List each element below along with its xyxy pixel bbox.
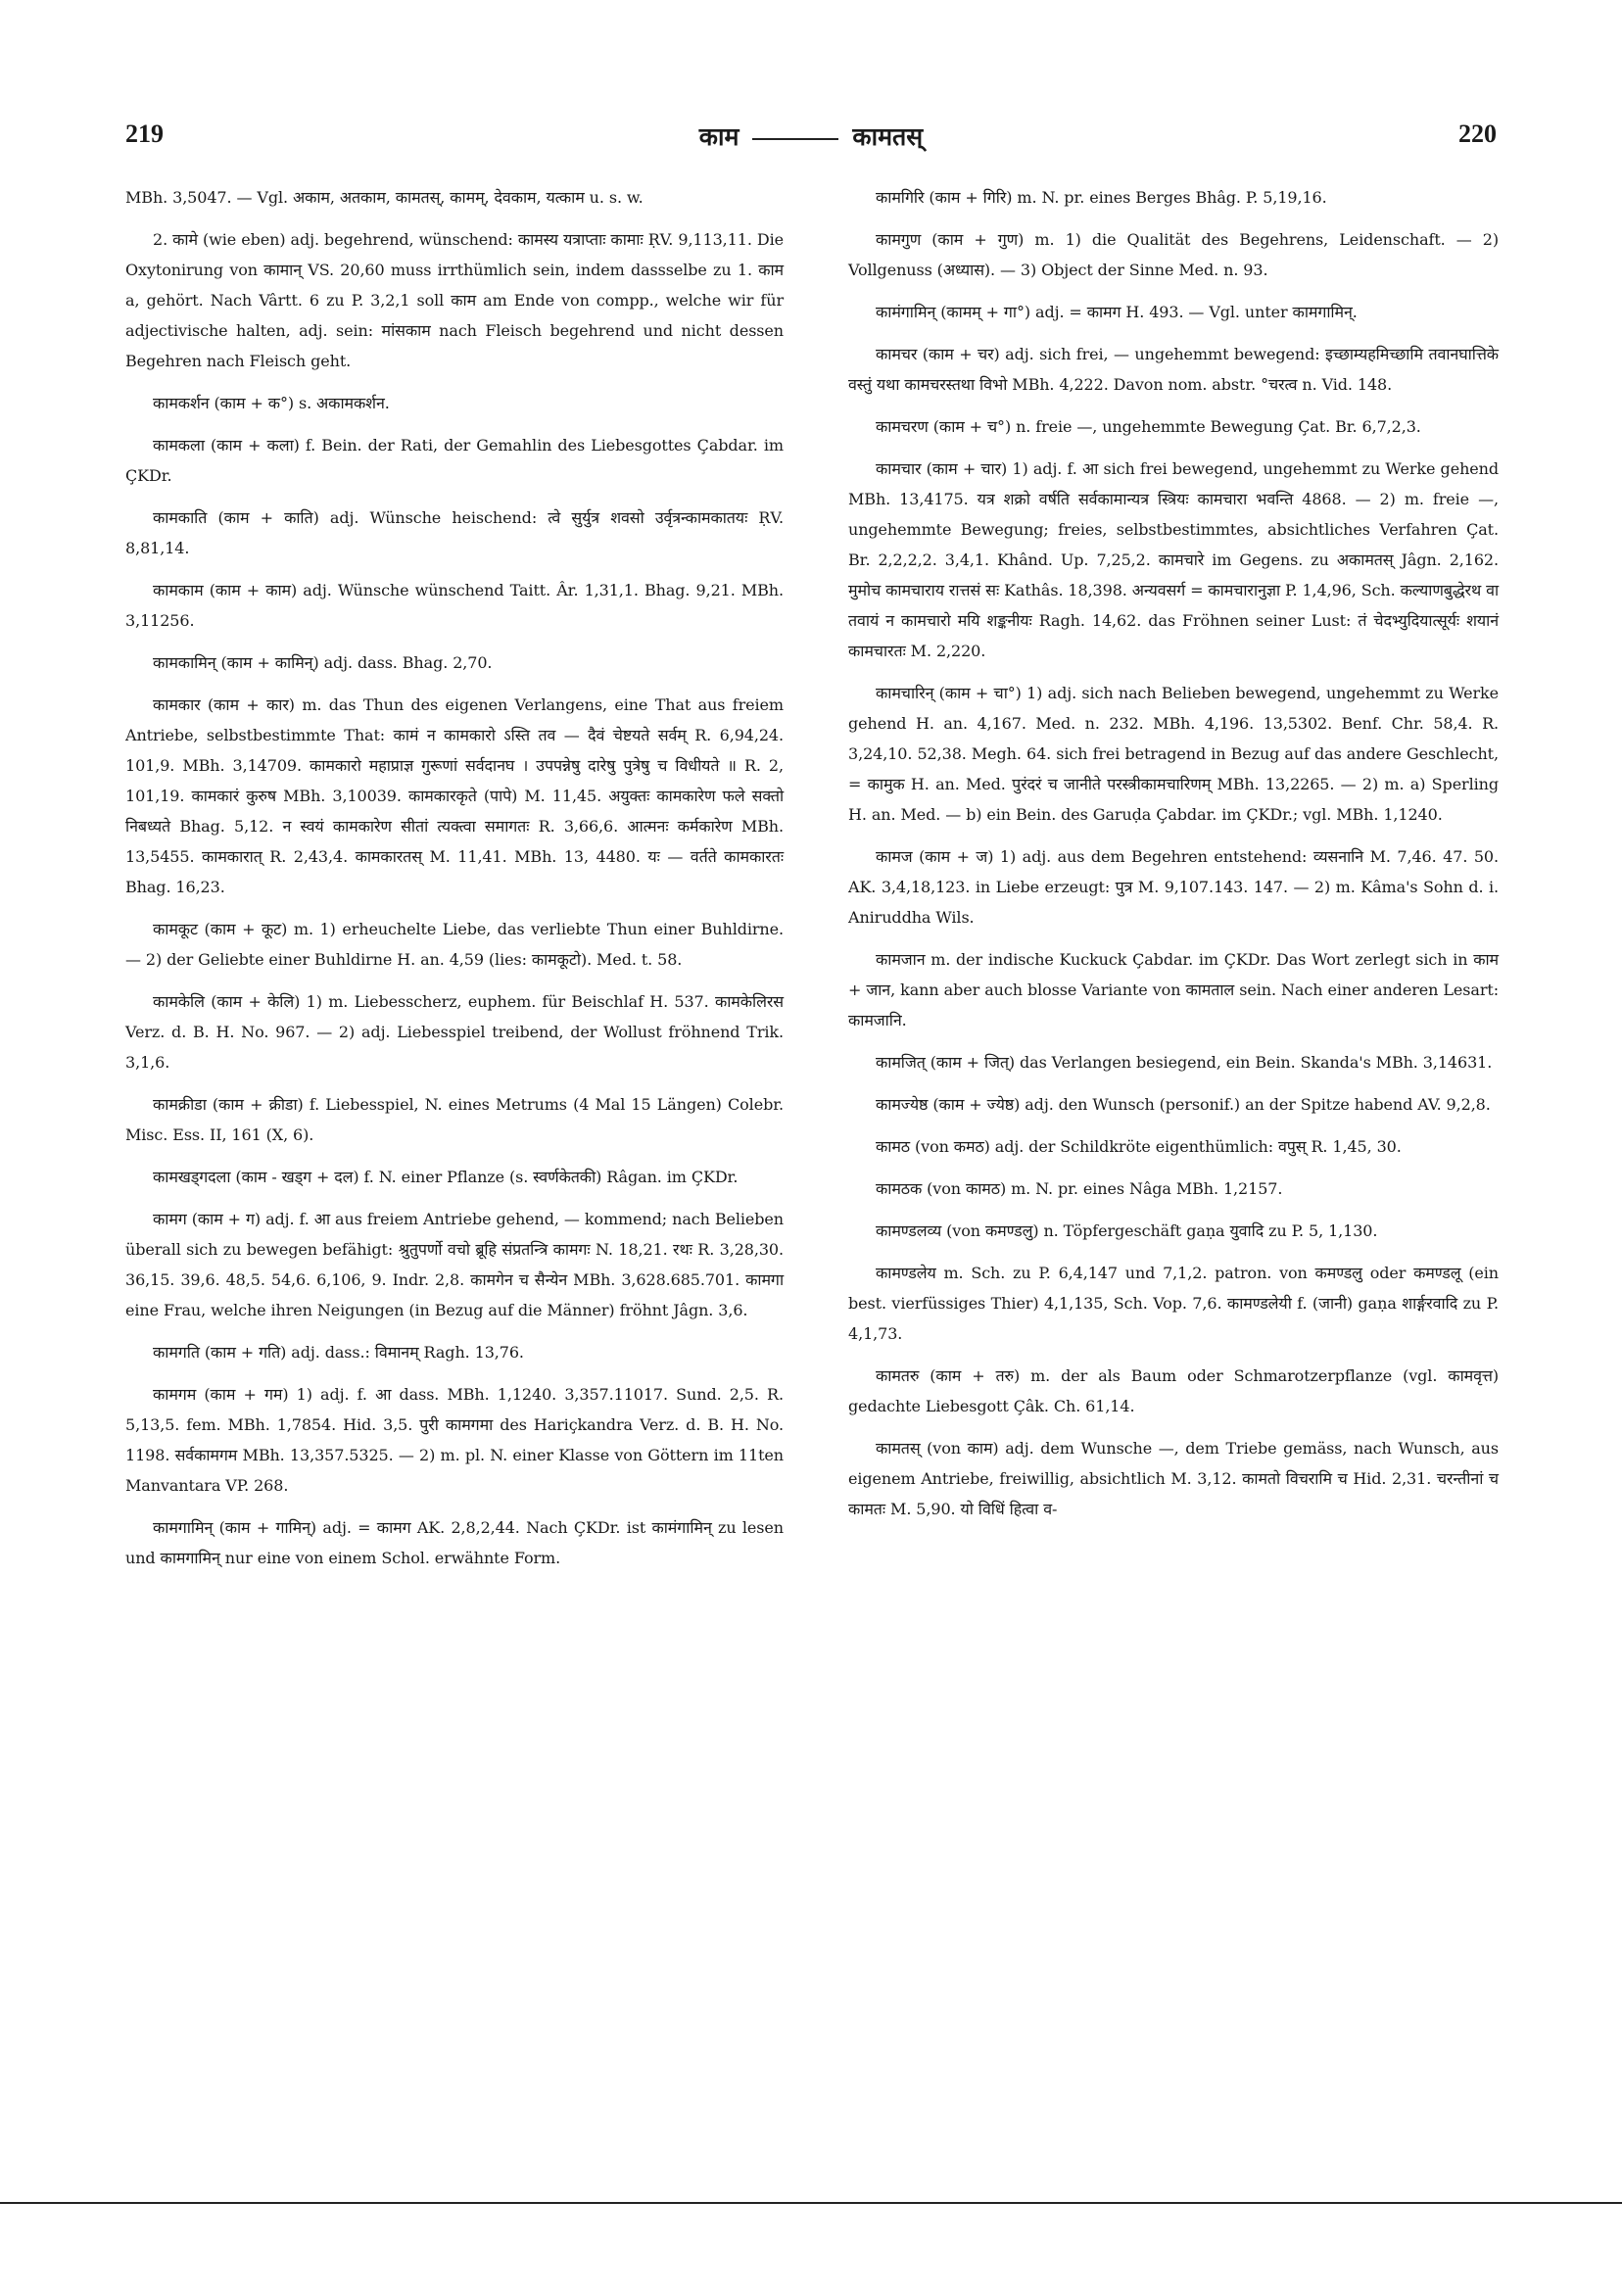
left-entry: कामकला (काम + कला) f. Bein. der Rati, der Gemahlin des Liebesgottes Çabdar. im ÇKDr. [125,436,784,485]
right-column [848,182,1499,1536]
left-entry: कामकार (काम + कार) m. das Thun des eigenen Verlangens, eine That aus freiem Antriebe, selbstbestimmte That: कामं न कामकारो ऽस्ति तव — दैवं चेष्टयते सर्वम् R. 6,94,24. 101,9. MBh. 3,14709. कामकारो महाप्राज्ञ गुरूणां सर्वदानघ । उपपन्नेषु दारेषु पुत्रेषु च विधीयते ॥ R. 2, 101,19. कामकारं कुरुष MBh. 3,10039. कामकारकृते (पापे) M. 11,45. अयुक्तः कामकारेण फले सक्तो निबध्यते Bhag. 5,12. न स्वयं कामकारेण सीतां त्यक्त्वा समागतः R. 3,66,6. आत्मनः कर्मकारेण MBh. 13,5455. कामकारात् R. 2,43,4. कामकारतस् M. 11,41. MBh. 13, 4480. यः — वर्तते कामकारतः Bhag. 16,23. [125,695,784,896]
running-head-start: काम [698,122,739,151]
left-entry: कामकाम (काम + काम) adj. Wünsche wünschend Taitt. Âr. 1,31,1. Bhag. 9,21. MBh. 3,11256. [125,581,784,630]
right-entry: कामगुण (काम + गुण) m. 1) die Qualität des Begehrens, Leidenschaft. — 2) Vollgenuss (अध्यास). — 3) Object der Sinne Med. n. 93. [848,230,1499,279]
page-header [0,120,1622,168]
right-entry: कामतरु (काम + तरु) m. der als Baum oder Schmarotzerpflanze (vgl. कामवृत्त) gedachte Liebesgott Çâk. Ch. 61,14. [848,1366,1499,1415]
left-entry: कामकामिन् (काम + कामिन्) adj. dass. Bhag. 2,70. [153,653,493,672]
left-entry: 2. कामे (wie eben) adj. begehrend, wünschend: कामस्य यत्राप्ताः कामाः ṚV. 9,113,11. Die Oxytonirung von कामान् VS. 20,60 muss irrthümlich sein, indem dassselbe zu 1. काम a, gehört. Nach Vârtt. 6 zu P. 3,2,1 soll काम am Ende von compp., welche wir für adjectivische halten, adj. sein: मांसकाम nach Fleisch begehrend und nicht dessen Begehren nach Fleisch geht. [125,230,784,370]
bottom-rule [0,2202,1622,2204]
right-entry: कामचर (काम + चर) adj. sich frei, — ungehemmt bewegend: इच्छाम्यहमिच्छामि तवानघात्तिके वस्तुं यथा कामचरस्तथा विभो MBh. 4,222. Davon nom. abstr. °चरत्व n. Vid. 148. [848,345,1499,394]
running-head-dash [752,138,838,140]
right-entry: कामज्येष्ठ (काम + ज्येष्ठ) adj. den Wunsch (personif.) an der Spitze habend AV. 9,2,8. [876,1095,1491,1114]
right-entry: कामचरण (काम + च°) n. freie —, ungehemmte Bewegung Çat. Br. 6,7,2,3. [876,417,1421,436]
right-entry: कामण्डलेय m. Sch. zu P. 6,4,147 und 7,1,2. patron. von कमण्डलु oder कमण्डलू (ein best. vierfüssiges Thier) 4,1,135, Sch. Vop. 7,6. कामण्डलेयी f. (जानी) gaṇa शार्ङ्गरवादि zu P. 4,1,73. [848,1264,1499,1343]
right-entry: कामचार (काम + चार) 1) adj. f. आ sich frei bewegend, ungehemmt zu Werke gehend MBh. 13,4175. यत्र शक्रो वर्षति सर्वकामान्यत्र स्त्रियः कामचारा भवन्ति 4868. — 2) m. freie —, ungehemmte Bewegung; freies, selbstbestimmtes, absichtliches Verfahren Çat. Br. 2,2,2,2. 3,4,1. Khând. Up. 7,25,2. कामचारे im Gegens. zu अकामतस् Jâgn. 2,162. मुमोच कामचाराय रात्तसं सः Kathâs. 18,398. अन्यवसर्ग = कामचारानुज्ञा P. 1,4,96, Sch. कल्याणबुद्धेरथ वा तवायं न कामचारो मयि शङ्कनीयः Ragh. 14,62. das Fröhnen seiner Lust: तं चेदभ्युदियात्सूर्यः शयानं कामचारतः M. 2,220. [848,459,1500,660]
right-page-number: 220 [1458,120,1497,148]
left-column [125,182,784,1585]
right-entry: कामचारिन् (काम + चा°) 1) adj. sich nach Belieben bewegend, ungehemmt zu Werke gehend H. an. 4,167. Med. n. 232. MBh. 4,196. 13,5302. Benf. Chr. 58,4. R. 3,24,10. 52,38. Megh. 64. sich frei betragend in Bezug auf das andere Geschlecht, = कामुक H. an. Med. पुरंदरं च जानीते परस्त्रीकामचारिणम् MBh. 13,2265. — 2) m. a) Sperling H. an. Med. — b) ein Bein. des Garuḍa Çabdar. im ÇKDr.; vgl. MBh. 1,1240. [848,684,1499,824]
right-entry: कामठ (von कमठ) adj. der Schildkröte eigenthümlich: वपुस् R. 1,45, 30. [876,1137,1402,1156]
left-page-number: 219 [125,120,164,148]
left-entry: कामगति (काम + गति) adj. dass.: विमानम् Ragh. 13,76. [153,1343,524,1362]
left-entry: कामग (काम + ग) adj. f. आ aus freiem Antriebe gehend, — kommend; nach Belieben überall sich zu bewegen befähigt: श्रुतुपर्णो वचो ब्रूहि संप्रतन्त्रि कामगः N. 18,21. रथः R. 3,28,30. 36,15. 39,6. 48,5. 54,6. 6,106, 9. Indr. 2,8. कामगेन च सैन्येन MBh. 3,628.685.701. कामगा eine Frau, welche ihren Neigungen (in Bezug auf die Männer) fröhnt Jâgn. 3,6. [125,1210,784,1319]
right-entry: कामंगामिन् (कामम् + गा°) adj. = कामग H. 493. — Vgl. unter कामगामिन्. [876,303,1358,321]
running-head-end: कामतस् [852,122,924,151]
running-head [0,120,1622,153]
right-entry: कामगिरि (काम + गिरि) m. N. pr. eines Berges Bhâg. P. 5,19,16. [876,188,1327,207]
right-entry: कामजित् (काम + जित्) das Verlangen besiegend, ein Bein. Skanda's MBh. 3,14631. [876,1053,1493,1072]
left-entry: कामकर्शन (काम + क°) s. अकामकर्शन. [153,394,390,412]
right-entry: कामठक (von कामठ) m. N. pr. eines Nâga MBh. 1,2157. [876,1179,1283,1198]
left-entry: कामगामिन् (काम + गामिन्) adj. = कामग AK. 2,8,2,44. Nach ÇKDr. ist कामंगामिन् zu lesen und कामगामिन् nur eine von einem Schol. erwähnte Form. [125,1518,784,1567]
right-entry: कामज (काम + ज) 1) adj. aus dem Begehren entstehend: व्यसनानि M. 7,46. 47. 50. AK. 3,4,18,123. in Liebe erzeugt: पुत्र M. 9,107.143. 147. — 2) m. Kâma's Sohn d. i. Aniruddha Wils. [848,847,1499,927]
right-entry: कामजान m. der indische Kuckuck Çabdar. im ÇKDr. Das Wort zerlegt sich in काम + जान, kann aber auch blosse Variante von कामताल sein. Nach einer anderen Lesart: कामजानि. [848,950,1499,1029]
right-entry: कामण्डलव्य (von कमण्डलु) n. Töpfergeschäft gaṇa युवादि zu P. 5, 1,130. [876,1221,1378,1240]
left-entry: कामक्रीडा (काम + क्रीडा) f. Liebesspiel, N. eines Metrums (4 Mal 15 Längen) Colebr. Misc. Ess. II, 161 (X, 6). [125,1095,784,1144]
left-entry-continuation: MBh. 3,5047. — Vgl. अकाम, अतकाम, कामतस्, कामम्, देवकाम, यत्काम u. s. w. [125,188,644,207]
left-entry: कामकाति (काम + काति) adj. Wünsche heischend: त्वे सुर्युत्र शवसो उर्वृत्रन्कामकातयः ṚV. 8,81,14. [125,508,784,557]
left-entry: कामकूट (काम + कूट) m. 1) erheuchelte Liebe, das verliebte Thun einer Buhldirne. — 2) der Geliebte einer Buhldirne H. an. 4,59 (lies: कामकूटो). Med. t. 58. [125,920,784,969]
right-entry: कामतस् (von काम) adj. dem Wunsche —, dem Triebe gemäss, nach Wunsch, aus eigenem Antriebe, freiwillig, absichtlich M. 3,12. कामतो विचरामि च Hid. 2,31. चरन्तीनां च कामतः M. 5,90. यो विधिं हित्वा व- [848,1439,1499,1518]
left-entry: कामखड्गदला (काम - खड्ग + दल) f. N. einer Pflanze (s. स्वर्णकेतकी) Râgan. im ÇKDr. [153,1168,739,1186]
left-entry: कामकेलि (काम + केलि) 1) m. Liebesscherz, euphem. für Beischlaf H. 537. कामकेलिरस Verz. d. B. H. No. 967. — 2) adj. Liebesspiel treibend, der Wollust fröhnend Trik. 3,1,6. [125,992,784,1072]
left-entry: कामगम (काम + गम) 1) adj. f. आ dass. MBh. 1,1240. 3,357.11017. Sund. 2,5. R. 5,13,5. fem. MBh. 1,7854. Hid. 3,5. पुरी कामगमा des Hariçkandra Verz. d. B. H. No. 1198. सर्वकामगम MBh. 13,357.5325. — 2) m. pl. N. einer Klasse von Göttern im 11ten Manvantara VP. 268. [125,1385,784,1495]
